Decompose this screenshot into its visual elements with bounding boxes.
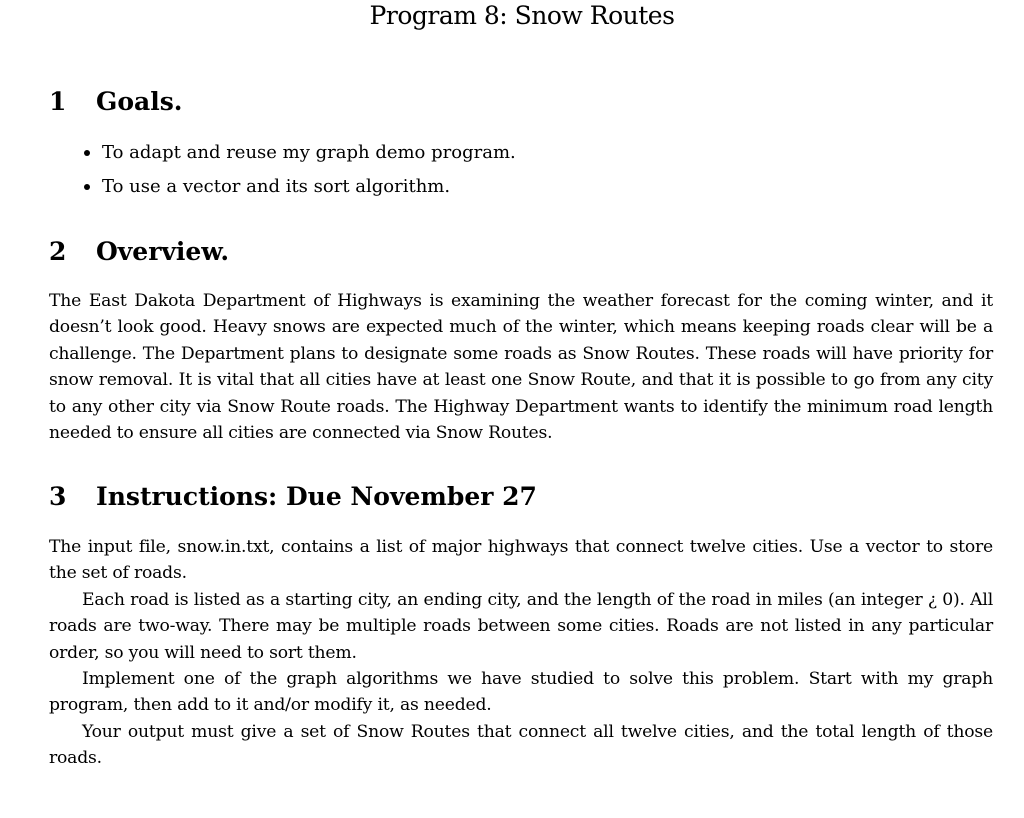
list-item: To use a vector and its sort algorithm. — [82, 170, 516, 204]
section-title: Instructions: Due November 27 — [96, 482, 537, 511]
section-heading-goals — [49, 87, 183, 117]
document-title: Program 8: Snow Routes — [369, 1, 675, 30]
section-heading-instructions — [49, 482, 537, 512]
section-number: 3 — [49, 482, 67, 511]
instructions-paragraph-4: Your output must give a set of Snow Routes that connect all twelve cities, and the total length of those roads. — [49, 722, 993, 769]
overview-paragraph: The East Dakota Department of Highways is examining the weather forecast for the coming winter, and it doesn’t look good. Heavy snows are expected much of the winter, which means keeping roads clear will be a challenge. The Department plans to designate some roads as Snow Routes. These roads will have priority for snow removal. It is vital that all cities have at least one Snow Route, and that it is possible to go from any city to any other city via Snow Route roads. The Highway Department wants to identify the minimum road length needed to ensure all cities are connected via Snow Routes. — [49, 291, 993, 444]
instructions-paragraph-3: Implement one of the graph algorithms we have studied to solve this problem. Start with my graph program, then add to it and/or modify it, as needed. — [49, 669, 993, 716]
bullet-icon — [84, 150, 90, 156]
section-number: 1 — [49, 87, 67, 116]
section-title: Overview. — [96, 237, 230, 266]
section-heading-overview — [49, 237, 229, 267]
list-item: To adapt and reuse my graph demo program. — [82, 136, 516, 170]
bullet-icon — [84, 184, 90, 190]
section-number: 2 — [49, 237, 67, 266]
instructions-paragraph-2: Each road is listed as a starting city, an ending city, and the length of the road in miles (an integer ¿ 0). All roads are two-way. There may be multiple roads between some cities. Roads are not listed in any particular order, so you will need to sort them. — [49, 590, 993, 663]
instructions-paragraph-1: The input file, snow.in.txt, contains a list of major highways that connect twelve cities. Use a vector to store the set of roads. — [49, 537, 993, 584]
goals-list — [82, 136, 516, 204]
section-title: Goals. — [96, 87, 183, 116]
